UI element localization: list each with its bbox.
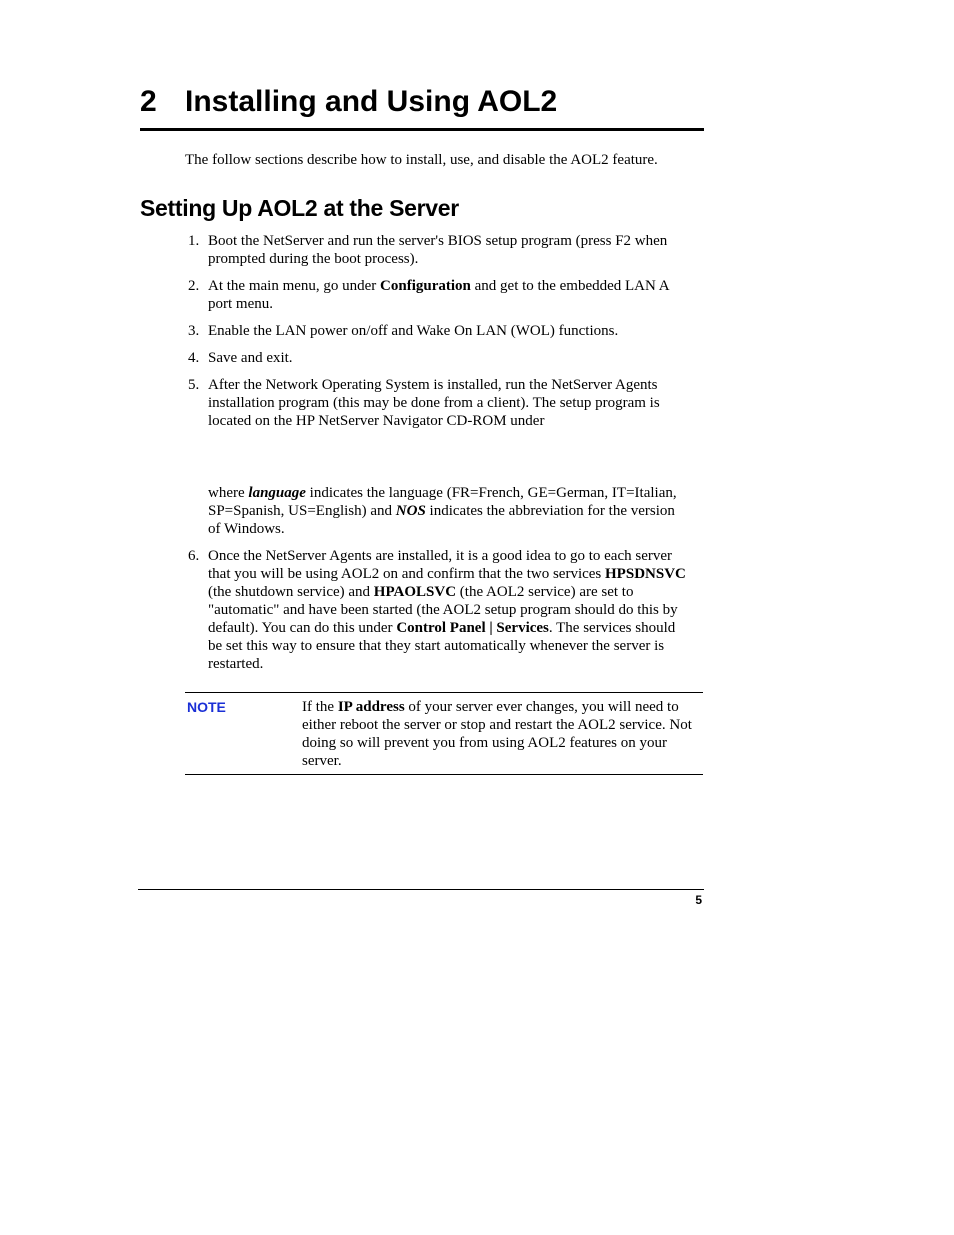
- intro-paragraph: The follow sections describe how to install, use, and disable the AOL2 feature.: [185, 152, 658, 168]
- step-text-part: . The services should be set this way to ensure that they start automatically whenever the server is restarted.: [208, 620, 676, 672]
- note-label: NOTE: [187, 699, 226, 715]
- step-text-continued: [208, 484, 688, 538]
- step-text-part: where: [208, 485, 249, 501]
- step-number: 2.: [188, 278, 200, 294]
- step-3: [188, 322, 688, 340]
- step-number: 1.: [188, 233, 200, 249]
- note-text: [302, 698, 700, 770]
- step-text-part: indicates the language (FR=French, GE=German, IT=Italian, SP=Spanish, US=English) and: [208, 485, 677, 519]
- steps-list: [188, 232, 688, 682]
- step-6: [188, 547, 688, 673]
- note-text-part: of your server ever changes, you will need to either reboot the server or stop and restart the AOL2 service. Not doing so will prevent you from using AOL2 features on your server.: [302, 699, 692, 769]
- nos-term: NOS: [395, 503, 426, 519]
- step-text: [208, 547, 688, 673]
- step-number: 3.: [188, 323, 200, 339]
- step-text: Save and exit.: [208, 350, 293, 366]
- note-box: [185, 692, 703, 775]
- control-panel-term: Control Panel | Services: [396, 620, 549, 636]
- step-text-part: indicates the abbreviation for the version of Windows.: [208, 503, 675, 537]
- step-text-part: and get to the embedded LAN A port menu.: [208, 278, 669, 312]
- step-text: Enable the LAN power on/off and Wake On LAN (WOL) functions.: [208, 323, 619, 339]
- step-4: [188, 349, 688, 367]
- step-number: 5.: [188, 377, 200, 393]
- step-number: 6.: [188, 548, 200, 564]
- step-text: After the Network Operating System is installed, run the NetServer Agents installation program (this may be done from a client). The setup program is located on the HP NetServer Navigator CD-ROM under: [208, 377, 660, 429]
- step-5: [188, 376, 688, 538]
- chapter-rule: [140, 128, 704, 131]
- language-term: language: [248, 485, 306, 501]
- step-text-part: Once the NetServer Agents are installed, it is a good idea to go to each server that you will be using AOL2 on and confirm that the two services: [208, 548, 673, 582]
- step-text: [208, 277, 688, 313]
- step-text-part: (the shutdown service) and: [208, 584, 374, 600]
- footer-rule: [138, 889, 704, 890]
- ip-address-term: IP address: [337, 699, 405, 715]
- step-text: Boot the NetServer and run the server's BIOS setup program (press F2 when prompted during the boot process).: [208, 233, 668, 267]
- note-text-part: If the: [302, 699, 338, 715]
- step-number: 4.: [188, 350, 200, 366]
- chapter-number: 2: [140, 85, 157, 118]
- chapter-title: Installing and Using AOL2: [185, 85, 558, 118]
- hpaolsvc-term: HPAOLSVC: [373, 584, 457, 600]
- step-text-part: (the AOL2 service) are set to "automatic" and have been started (the AOL2 setup program should do this by default). You can do this under: [208, 584, 678, 636]
- step-text-part: At the main menu, go under: [208, 278, 381, 294]
- step-2: [188, 277, 688, 313]
- step-1: [188, 232, 688, 268]
- configuration-term: Configuration: [380, 278, 471, 294]
- page-number: 5: [695, 893, 702, 907]
- section-heading: Setting Up AOL2 at the Server: [140, 195, 459, 221]
- blank-path-area: [208, 430, 688, 484]
- hpsdnsvc-term: HPSDNSVC: [605, 566, 686, 582]
- chapter-heading: [140, 82, 704, 122]
